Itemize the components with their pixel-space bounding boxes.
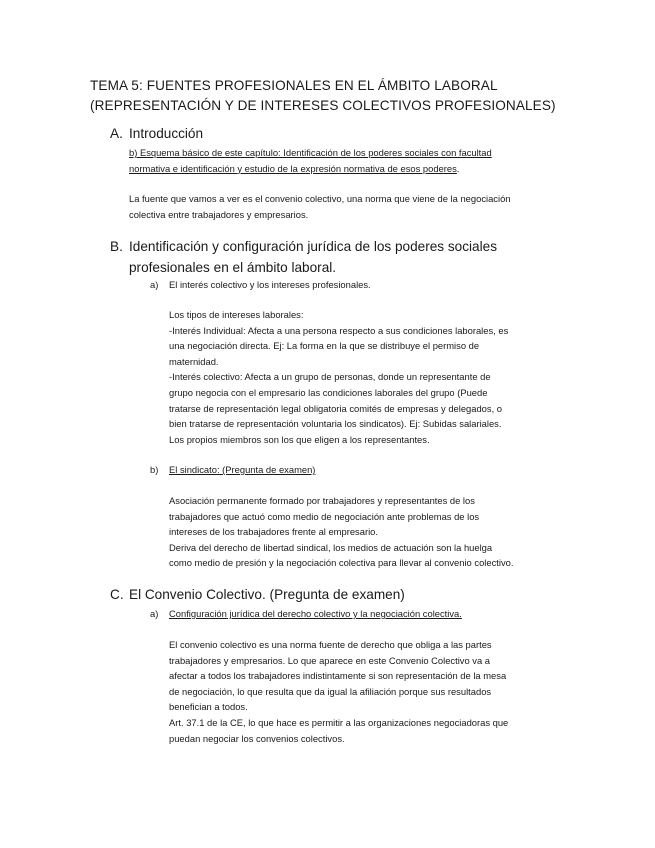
document-title	[90, 76, 610, 116]
section-c-title: El Convenio Colectivo. (Pregunta de examen)	[129, 587, 405, 602]
c-a-line-6: puedan negociar los convenios colectivos.	[169, 732, 345, 744]
section-a-heading	[110, 124, 203, 144]
c-a-line-2: afectar a todos los trabajadores indistintamente si son representación de la mesa	[169, 670, 507, 682]
b-a-line-8: Los propios miembros son los que eligen a los representantes.	[169, 433, 430, 445]
section-a-title: Introducción	[129, 126, 204, 141]
b-b-line-3: Deriva del derecho de libertad sindical, los medios de actuación son la huelga	[169, 541, 493, 553]
section-a-letter: A.	[110, 126, 123, 141]
title-line-2: (REPRESENTACIÓN Y DE INTERESES COLECTIVOS PROFESIONALES)	[90, 98, 556, 113]
section-c-letter: C.	[110, 587, 124, 602]
b-a-line-6: tratarse de representación legal obligatoria comités de empresas y delegados, o	[169, 402, 503, 414]
section-b-sub-a-title: El interés colectivo y los intereses profesionales.	[169, 279, 371, 290]
b-a-line-5: grupo negocia con el empresario las condiciones laborales del grupo (Puede	[169, 386, 488, 398]
section-a-para-line-2: colectiva entre trabajadores y empresarios.	[129, 208, 309, 220]
section-b-heading-cont	[129, 258, 336, 278]
b-b-line-0: Asociación permanente formado por trabajadores y representantes de los	[169, 495, 475, 506]
section-c-sub-a-label: a)	[150, 608, 159, 619]
schema-line-1: b) Esquema básico de este capítulo: Identificación de los poderes sociales con facultad	[129, 147, 492, 158]
section-b-letter: B.	[110, 239, 123, 254]
b-a-line-3: maternidad.	[169, 355, 219, 367]
title-line-1: TEMA 5: FUENTES PROFESIONALES EN EL ÁMBITO LABORAL	[90, 78, 498, 93]
b-a-line-1: -Interés Individual: Afecta a una persona respecto a sus condiciones laborales, es	[169, 324, 509, 336]
b-b-line-4: como medio de presión y la negociación colectiva para llevar al convenio colectivo.	[169, 557, 514, 569]
section-c-sub-a-title: Configuración jurídica del derecho colectivo y la negociación colectiva.	[169, 608, 462, 619]
schema-line-2-tail: .	[456, 162, 460, 174]
section-b-title-line-1: Identificación y configuración jurídica de los poderes sociales	[129, 239, 497, 254]
section-b-sub-a-label: a)	[150, 279, 159, 290]
c-a-line-3: de negociación, lo que resulta que da igual la afiliación porque sus resultados	[169, 685, 492, 697]
section-b-sub-b-body	[169, 493, 513, 571]
c-a-line-1: trabajadores y empresarios. Lo que aparece en este Convenio Colectivo va a	[169, 654, 491, 666]
section-c-sub-a-body	[169, 637, 508, 746]
section-b-sub-b-label: b)	[150, 464, 159, 475]
section-b-title-line-2: profesionales en el ámbito laboral.	[129, 260, 337, 275]
section-b-sub-b-title: El sindicato: (Pregunta de examen)	[169, 464, 316, 475]
b-a-line-4: -Interés colectivo: Afecta a un grupo de personas, donde un representante de	[169, 371, 491, 383]
c-a-line-4: benefician a todos.	[169, 701, 248, 713]
b-a-line-0: Los tipos de intereses laborales:	[169, 309, 304, 320]
schema-line-2: normativa e identificación y estudio de la expresión normativa de esos poderes	[129, 162, 457, 174]
c-a-line-5: Art. 37.1 de la CE, lo que hace es permitir a las organizaciones negociadoras que	[169, 716, 509, 728]
b-a-line-7: bien tratarse de representación voluntaria los sindicatos). Ej: Subidas salariales.	[169, 418, 502, 430]
b-b-line-1: trabajadores que actuó como medio de negociación ante problemas de los	[169, 510, 480, 522]
section-b-heading	[110, 237, 497, 257]
section-a-para-line-1: La fuente que vamos a ver es el convenio colectivo, una norma que viene de la negociación	[129, 193, 511, 204]
section-b-sub-a-body	[169, 307, 508, 447]
section-a-schema	[129, 145, 492, 176]
section-a-paragraph	[129, 191, 511, 222]
b-b-line-2: intereses de los trabajadores frente al empresario.	[169, 526, 378, 538]
c-a-line-0: El convenio colectivo es una norma fuente de derecho que obliga a las partes	[169, 639, 492, 650]
section-c-heading	[110, 585, 405, 605]
b-a-line-2: una negociación directa. Ej: La forma en la que se distribuye el permiso de	[169, 340, 480, 352]
